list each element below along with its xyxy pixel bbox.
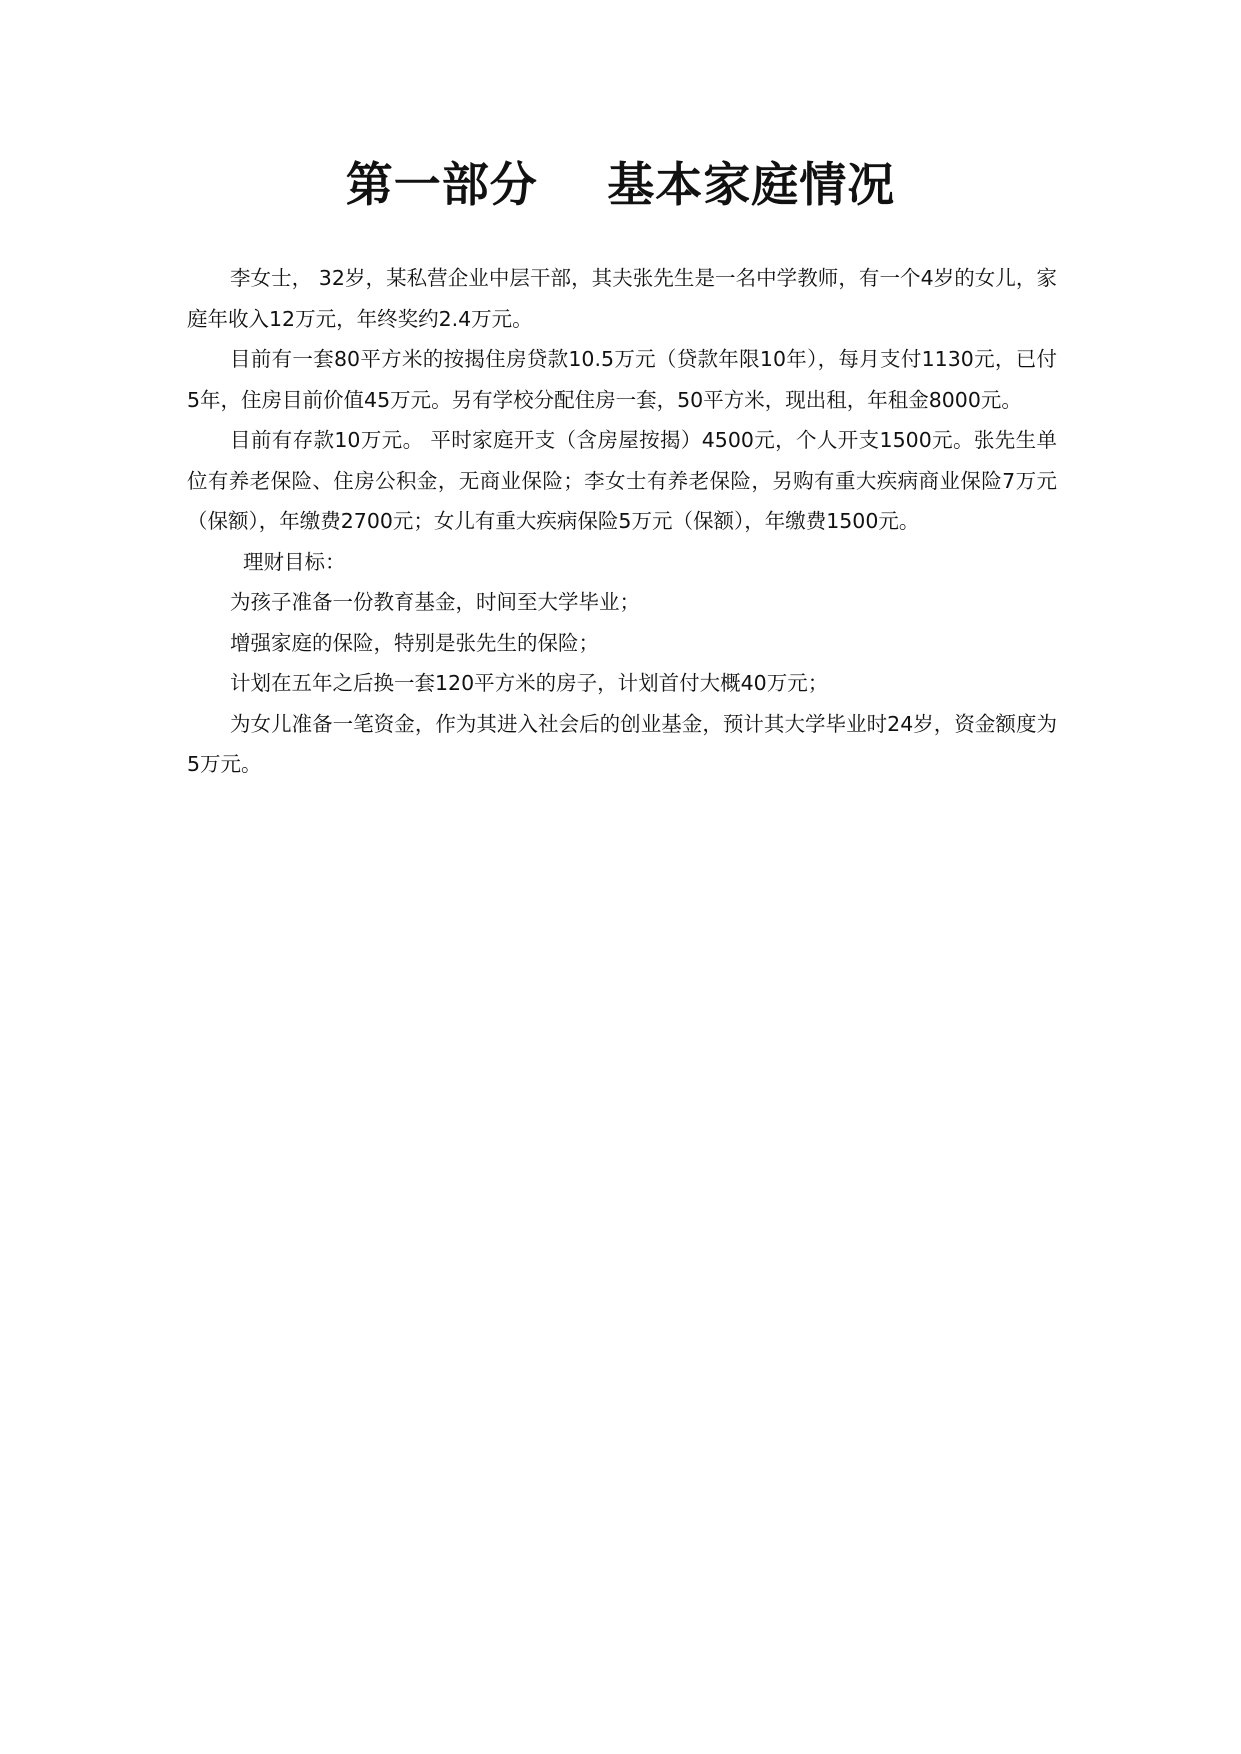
goal-item: 为女儿准备一笔资金，作为其进入社会后的创业基金，预计其大学毕业时24岁，资金额度为5万元。 xyxy=(187,711,1057,776)
goals-heading: 理财目标： xyxy=(243,549,346,574)
paragraph-family-info: 李女士， 32岁，某私营企业中层干部，其夫张先生是一名中学教师，有一个4岁的女儿，家庭年收入12万元，年终奖约2.4万元。 xyxy=(187,266,1057,331)
paragraph-housing: 目前有一套80平方米的按揭住房贷款10.5万元（贷款年限10年），每月支付1130元，已付5年，住房目前价值45万元。另有学校分配住房一套，50平方米，现出租，年租金8000元。 xyxy=(187,347,1057,412)
document-body xyxy=(187,258,1057,785)
page-title: 第一部分 基本家庭情况 xyxy=(345,158,896,213)
goal-item: 增强家庭的保险，特别是张先生的保险； xyxy=(230,630,599,655)
paragraph-savings-insurance: 目前有存款10万元。 平时家庭开支（含房屋按揭）4500元，个人开支1500元。张先生单位有养老保险、住房公积金，无商业保险；李女士有养老保险，另购有重大疾病商业保险7万元（保额），年缴费2700元；女儿有重大疾病保险5万元（保额），年缴费1500元。 xyxy=(187,428,1057,533)
goal-item: 计划在五年之后换一套120平方米的房子，计划首付大概40万元； xyxy=(230,671,829,695)
goal-item: 为孩子准备一份教育基金，时间至大学毕业； xyxy=(230,590,640,614)
